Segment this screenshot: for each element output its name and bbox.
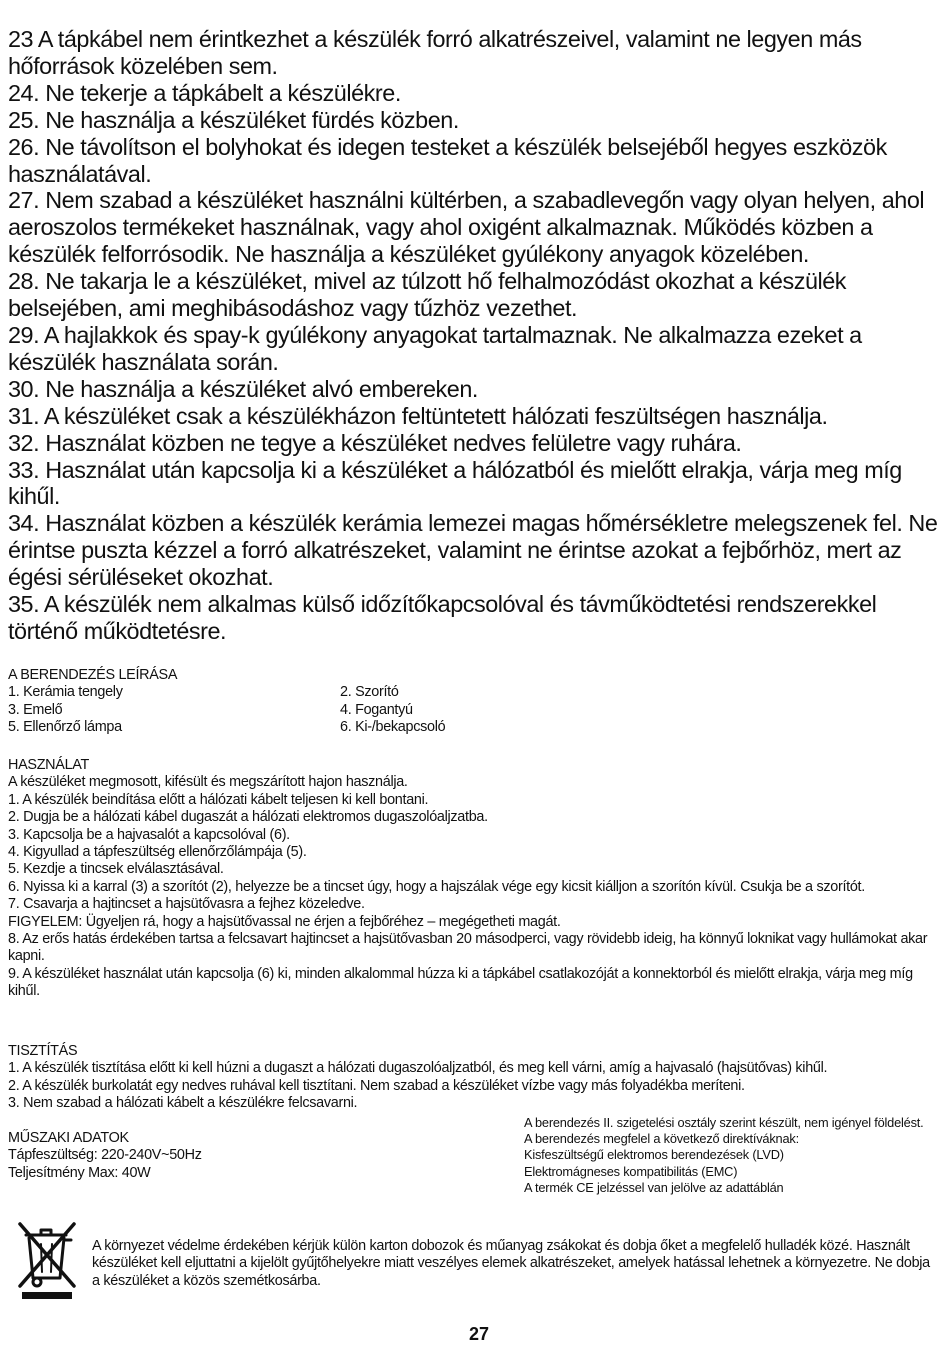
usage-section — [8, 757, 933, 1001]
usage-line: 9. A készüléket használat után kapcsolja (6) ki, minden alkalommal húzza ki a tápkábel csatlakozóját a konnektorból és mielőtt elrakja, várja meg míg kihűl. — [8, 965, 913, 1000]
classification-note — [524, 1115, 944, 1196]
cleaning-line: 2. A készülék burkolatát egy nedves ruhával kell tisztítani. Nem szabad a készüléket vízbe vagy más folyadékba meríteni. — [8, 1077, 745, 1094]
classification-line: Elektromágneses kompatibilitás (EMC) — [524, 1163, 738, 1179]
safety-instructions — [8, 26, 943, 645]
description-title: A BERENDEZÉS LEÍRÁSA — [8, 667, 178, 683]
classification-line: A berendezés II. szigetelési osztály szerint készült, nem igényel földelést. — [524, 1115, 924, 1130]
classification-line: A berendezés megfelel a következő direktíváknak: — [524, 1131, 799, 1147]
cleaning-section — [8, 1043, 938, 1113]
safety-item-27: 27. Nem szabad a készüléket használni kültérben, a szabadlevegőn vagy olyan helyen, ahol aeroszolos termékeket használnak, vagy ahol oxigént alkalmaznak. Működés közben a készülék felforrósodik. Ne használja a készüléket gyúlékony anyagok közelében. — [8, 187, 925, 268]
environment-note: A környezet védelme érdekében kérjük külön karton dobozok és műanyag zsákokat és dobja őket a megfelelő hulladék közé. Használt készüléket kell eljuttatni a kijelölt gyűjtőhelyekre miatt veszélyes elemek alkatrészeket, amelyek hatással lehetnek a környezetre. Ne dobja a készüléket a közös szemétkosárba. — [92, 1238, 930, 1289]
usage-line: 8. Az erős hatás érdekében tartsa a felcsavart hajtincset a hajsütővasban 20 másodperci, vagy rövidebb ideig, ha könnyű loknikat vagy hullámokat akar kapni. — [8, 931, 928, 965]
usage-line: 2. Dugja be a hálózati kábel dugaszát a hálózati elektromos dugaszolóaljzatba. — [8, 809, 488, 826]
tech-title: MŰSZAKI ADATOK — [8, 1130, 129, 1146]
safety-item-25: 25. Ne használja a készüléket fürdés közben. — [8, 106, 459, 133]
safety-item-33: 33. Használat után kapcsolja ki a készüléket a hálózatból és mielőtt elrakja, várja meg míg kihűl. — [8, 456, 902, 510]
classification-line: A termék CE jelzéssel van jelölve az adattáblán — [524, 1179, 784, 1195]
device-description — [8, 667, 938, 737]
technical-data — [8, 1130, 488, 1182]
safety-item-24: 24. Ne tekerje a tápkábelt a készülékre. — [8, 79, 401, 106]
usage-line: 1. A készülék beindítása előtt a hálózati kábelt teljesen ki kell bontani. — [8, 791, 429, 808]
usage-title: HASZNÁLAT — [8, 757, 89, 773]
safety-item-26: 26. Ne távolítson el bolyhokat és idegen testeket a készülék belsejéből hegyes eszközök használatával. — [8, 133, 887, 187]
safety-item-29: 29. A hajlakkok és spay-k gyúlékony anyagokat tartalmaznak. Ne alkalmazza ezeket a készülék használata során. — [8, 321, 862, 375]
part-item: 2. Szorító — [340, 684, 399, 701]
part-item: 3. Emelő — [8, 701, 63, 718]
usage-line: 7. Csavarja a hajtincset a hajsütővasra a fejhez közeledve. — [8, 896, 365, 913]
tech-voltage: Tápfeszültség: 220-240V~50Hz — [8, 1147, 202, 1164]
safety-item-32: 32. Használat közben ne tegye a készüléket nedves felületre vagy ruhára. — [8, 429, 742, 456]
safety-item-23: 23 A tápkábel nem érintkezhet a készülék forró alkatrészeivel, valamint ne legyen más hőforrások közelében sem. — [8, 26, 862, 79]
safety-item-34: 34. Használat közben a készülék kerámia lemezei magas hőmérsékletre melegszenek fel. Ne érintse puszta kézzel a forró alkatrészeket, valamint ne érintse azokat a fejbőrhöz, mert az égési sérüléseket okozhat. — [8, 510, 938, 591]
safety-item-30: 30. Ne használja a készüléket alvó embereken. — [8, 375, 478, 402]
crossed-out-wheelie-bin-icon — [14, 1218, 80, 1302]
usage-line: 6. Nyissa ki a karral (3) a szorítót (2), helyezze be a tincset úgy, hogy a hajszálak vége egy kicsit kiálljon a szorítón kívül. Csukja be a szorítót. — [8, 878, 865, 895]
page-number: 27 — [468, 1324, 490, 1344]
safety-item-35: 35. A készülék nem alkalmas külső időzítőkapcsolóval és távműködtetési rendszerekkel történő működtetésre. — [8, 591, 877, 644]
part-item: 1. Kerámia tengely — [8, 684, 123, 701]
usage-line: 4. Kigyullad a tápfeszültség ellenőrzőlámpája (5). — [8, 844, 307, 861]
usage-line: A készüléket megmosott, kifésült és megszárított hajon használja. — [8, 774, 408, 791]
parts-list — [8, 684, 938, 736]
usage-warning: FIGYELEM: Ügyeljen rá, hogy a hajsütővassal ne érjen a fejbőréhez – megégetheti magát. — [8, 913, 561, 930]
usage-line: 5. Kezdje a tincsek elválasztásával. — [8, 861, 224, 878]
usage-line: 3. Kapcsolja be a hajvasalót a kapcsolóval (6). — [8, 826, 290, 843]
safety-item-31: 31. A készüléket csak a készülékházon feltüntetett hálózati feszültségen használja. — [8, 402, 828, 429]
cleaning-line: 1. A készülék tisztítása előtt ki kell húzni a dugaszt a hálózati dugaszolóaljzatból, és meg kell várni, amíg a hajvasaló (hajsütővas) kihűl. — [8, 1060, 828, 1077]
part-item: 5. Ellenőrző lámpa — [8, 719, 122, 736]
classification-line: Kisfeszültségű elektromos berendezések (LVD) — [524, 1147, 784, 1163]
safety-item-28: 28. Ne takarja le a készüléket, mivel az túlzott hő felhalmozódást okozhat a készülék belsejében, ami meghibásodáshoz vagy tűzhöz vezethet. — [8, 268, 847, 322]
part-item: 4. Fogantyú — [340, 701, 413, 718]
tech-power: Teljesítmény Max: 40W — [8, 1164, 151, 1181]
cleaning-title: TISZTÍTÁS — [8, 1043, 78, 1059]
cleaning-line: 3. Nem szabad a hálózati kábelt a készülékre felcsavarni. — [8, 1095, 358, 1112]
part-item: 6. Ki-/bekapcsoló — [340, 719, 446, 736]
